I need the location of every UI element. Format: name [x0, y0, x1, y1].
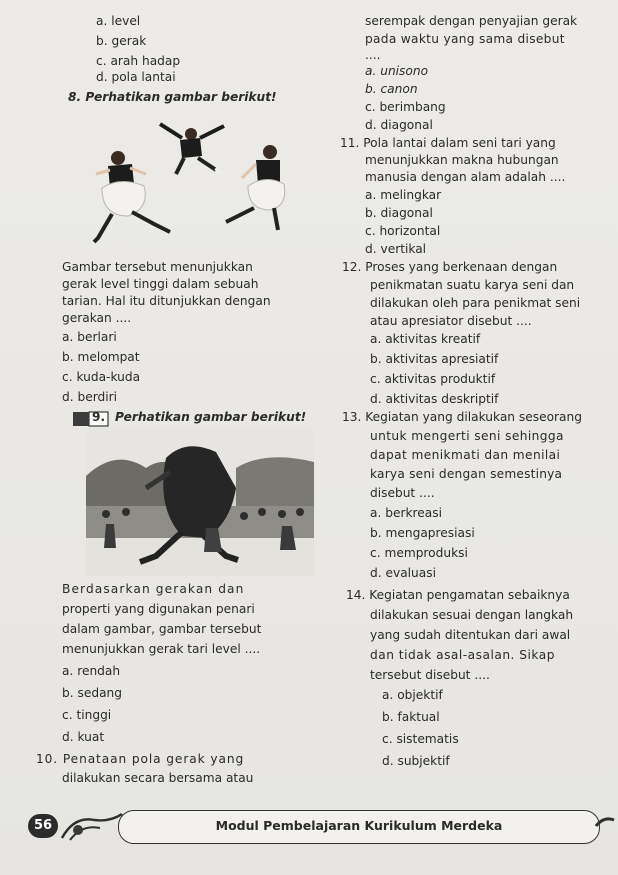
q13-stem-line-3: dapat menikmati dan menilai	[370, 448, 561, 462]
q13-stem-line-1: 13. Kegiatan yang dilakukan seseorang	[342, 410, 582, 424]
option-a-level: a. level	[96, 14, 141, 28]
q13-stem-line-5: disebut ....	[370, 486, 435, 500]
q12-option-b: b. aktivitas apresiatif	[370, 352, 499, 366]
q14-stem-line-3: yang sudah ditentukan dari awal	[370, 628, 571, 642]
q12-stem-line-2: penikmatan suatu karya seni dan	[370, 278, 575, 292]
q12-option-c: c. aktivitas produktif	[370, 372, 496, 386]
footer-right-ornament-icon	[594, 814, 616, 830]
q8-stem-line-4: gerakan ....	[62, 311, 132, 325]
q9-stem-line-4: menunjukkan gerak tari level ....	[62, 642, 261, 656]
footer-title-pill	[118, 810, 600, 844]
q14-stem-line-2: dilakukan sesuai dengan langkah	[370, 608, 574, 622]
q8-stem-line-3: tarian. Hal itu ditunjukkan dengan	[62, 294, 271, 308]
cont-option-a: a. unisono	[365, 64, 429, 78]
q13-stem-line-2: untuk mengerti seni sehingga	[370, 429, 564, 443]
q14-option-c: c. sistematis	[382, 732, 459, 746]
q11-option-c: c. horizontal	[365, 224, 441, 238]
option-c-arah-hadap: c. arah hadap	[96, 54, 181, 68]
page-number: 56	[28, 814, 58, 838]
q14-option-b: b. faktual	[382, 710, 440, 724]
q13-option-c: c. memproduksi	[370, 546, 468, 560]
q8-stem-line-2: gerak level tinggi dalam sebuah	[62, 277, 259, 291]
q9-option-d: d. kuat	[62, 730, 105, 744]
q9-number: 9.	[92, 410, 106, 424]
cont-option-c: c. berimbang	[365, 100, 446, 114]
q8-option-d: d. berdiri	[62, 390, 118, 404]
cont-option-b: b. canon	[365, 82, 418, 96]
dance-performance-photo	[86, 428, 314, 576]
q8-stem-line-1: Gambar tersebut menunjukkan	[62, 260, 253, 274]
jumping-dancers-photo	[88, 112, 288, 254]
q12-stem-line-1: 12. Proses yang berkenaan dengan	[342, 260, 558, 274]
q11-option-d: d. vertikal	[365, 242, 427, 256]
q11-stem-line-2: menunjukkan makna hubungan	[365, 153, 559, 167]
q8-option-b: b. melompat	[62, 350, 140, 364]
q14-stem-line-5: tersebut disebut ....	[370, 668, 490, 682]
q9-option-a: a. rendah	[62, 664, 121, 678]
q11-stem-line-3: manusia dengan alam adalah ....	[365, 170, 566, 184]
q11-option-a: a. melingkar	[365, 188, 442, 202]
cont-option-d: d. diagonal	[365, 118, 433, 132]
q12-stem-line-3: dilakukan oleh para penikmat seni	[370, 296, 581, 310]
q9-stem-line-2: properti yang digunakan penari	[62, 602, 255, 616]
q12-stem-line-4: atau apresiator disebut ....	[370, 314, 532, 328]
q11-stem-line-1: 11. Pola lantai dalam seni tari yang	[340, 136, 556, 150]
q10-stem-line-1: 10. Penataan pola gerak yang	[36, 752, 245, 766]
q9-option-b: b. sedang	[62, 686, 122, 700]
q13-option-a: a. berkreasi	[370, 506, 442, 520]
q8-option-c: c. kuda-kuda	[62, 370, 141, 384]
q13-stem-line-4: karya seni dengan semestinya	[370, 467, 563, 481]
cont-stem-line-2: pada waktu yang sama disebut	[365, 32, 565, 46]
q11-option-b: b. diagonal	[365, 206, 433, 220]
q8-title: 8. Perhatikan gambar berikut!	[68, 90, 277, 104]
q9-stem-line-3: dalam gambar, gambar tersebut	[62, 622, 262, 636]
q14-option-d: d. subjektif	[382, 754, 450, 768]
option-d-pola-lantai: d. pola lantai	[96, 70, 176, 84]
q9-option-c: c. tinggi	[62, 708, 112, 722]
q9-title: Perhatikan gambar berikut!	[115, 410, 307, 424]
q8-option-a: a. berlari	[62, 330, 117, 344]
q12-option-a: a. aktivitas kreatif	[370, 332, 481, 346]
footer-title: Modul Pembelajaran Kurikulum Merdeka	[215, 818, 503, 833]
q13-option-d: d. evaluasi	[370, 566, 436, 580]
option-b-gerak: b. gerak	[96, 34, 147, 48]
cont-stem-line-3: ....	[365, 48, 381, 62]
q12-option-d: d. aktivitas deskriptif	[370, 392, 499, 406]
q14-stem-line-4: dan tidak asal-asalan. Sikap	[370, 648, 555, 662]
q9-stem-line-1: Berdasarkan gerakan dan	[62, 582, 245, 596]
cont-stem-line-1: serempak dengan penyajian gerak	[365, 14, 578, 28]
q14-option-a: a. objektif	[382, 688, 443, 702]
q14-stem-line-1: 14. Kegiatan pengamatan sebaiknya	[346, 588, 570, 602]
q10-stem-line-2: dilakukan secara bersama atau	[62, 771, 254, 785]
q13-option-b: b. mengapresiasi	[370, 526, 475, 540]
